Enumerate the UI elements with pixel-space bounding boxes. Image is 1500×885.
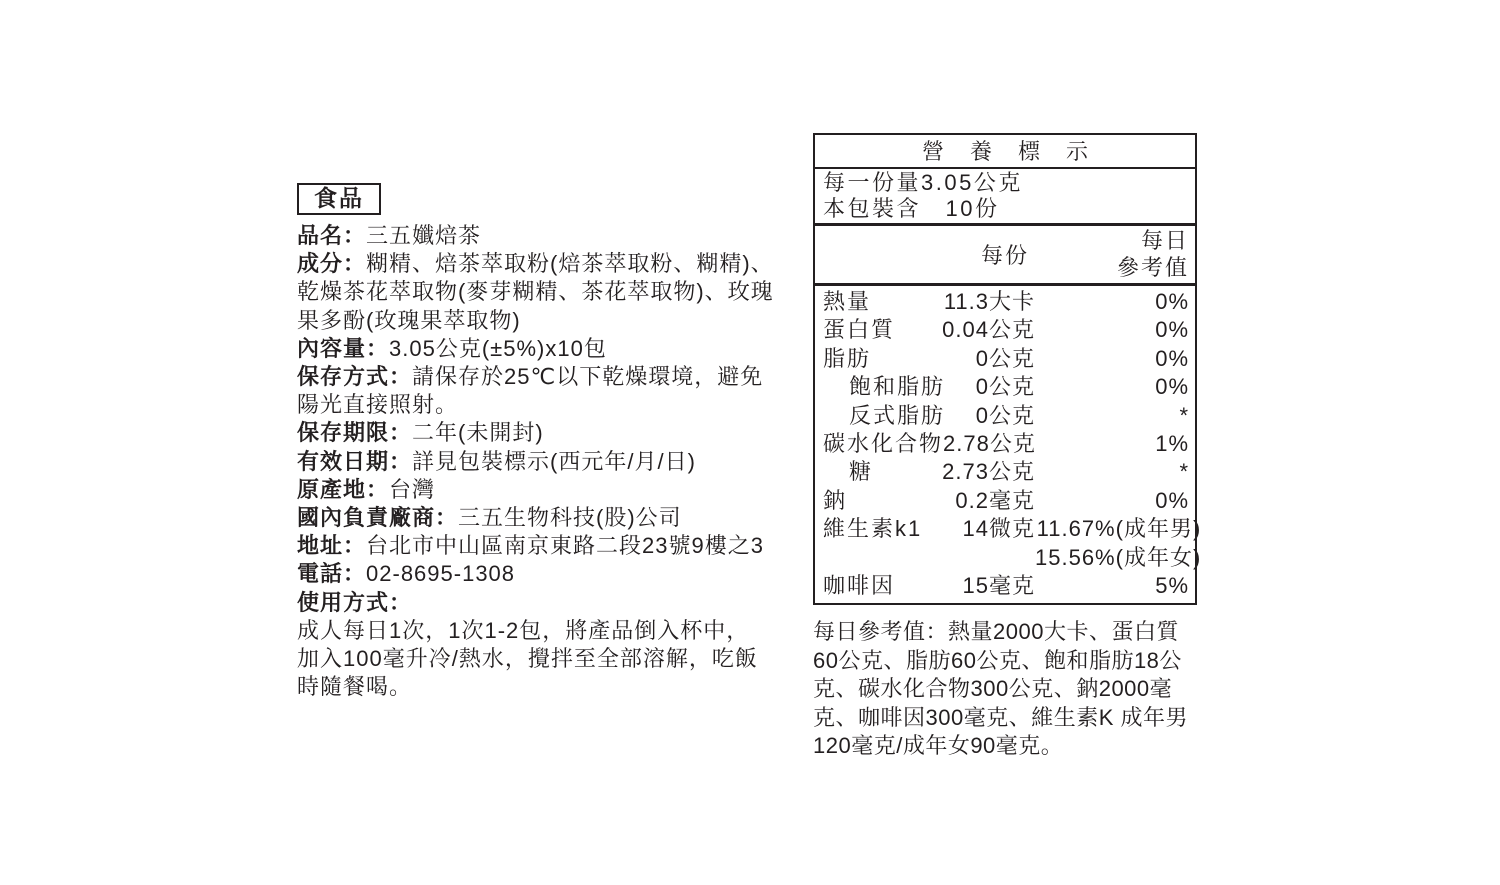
daily-value-footnote-line: 60公克、脂肪60公克、飽和脂肪18公 [813,647,1182,673]
food-type-badge [297,183,381,215]
daily-value-footnote-line: 每日參考值：熱量2000大卡、蛋白質 [813,619,1179,644]
nutrition-row [823,572,1189,600]
field-label: 保存方式： [297,364,413,390]
column-header-daily-value: 每日 參考值 [1116,228,1189,280]
product-info-line [297,448,802,476]
nutrition-row [823,402,1189,430]
field-value: 三五孅焙茶 [366,223,482,248]
nutrition-row [823,515,1202,572]
field-label: 品名： [297,223,367,248]
nutrition-row [823,373,1189,401]
product-info-line [297,335,802,363]
field-value: 詳見包裝標示(西元年/月/日) [412,448,696,474]
nutrient-daily-value: 5% [1155,573,1189,599]
serving-size-line: 每一份量3.05公克 [823,170,1023,195]
nutrient-amount: 11.3大卡 [943,289,1035,314]
nutrient-name: 反式脂肪 [849,402,946,428]
daily-value-footnote-line: 克、咖啡因300毫克、維生素K 成年男 [813,704,1188,730]
field-value: 台北市中山區南京東路二段23號9樓之3 [366,533,764,559]
nutrient-amount: 0公克 [975,402,1035,428]
nutrient-amount: 0.04公克 [942,317,1035,343]
product-info-line [297,307,802,335]
nutrient-name: 鈉 [823,487,848,513]
nutrient-daily-value: 0% [1155,289,1189,314]
field-value: 糊精、焙茶萃取粉(焙茶萃取粉、糊精)、 [366,251,774,277]
nutrient-amount: 15毫克 [962,573,1035,599]
field-value: 02-8695-1308 [366,561,516,587]
field-label: 電話： [297,561,367,587]
product-info-line [297,589,802,617]
nutrient-name: 飽和脂肪 [849,374,946,400]
nutrient-daily-value: 0% [1155,345,1189,371]
field-label: 使用方式： [297,589,413,615]
field-value: 乾燥茶花萃取物(麥芽糊精、茶花萃取物)、玫瑰 [297,279,774,305]
nutrient-daily-value: 1% [1155,431,1189,457]
field-label: 成分： [297,251,367,277]
product-info-line [297,617,802,645]
field-label: 有效日期： [297,448,413,474]
nutrient-amount: 0公克 [975,345,1035,371]
nutrition-table-title: 營養標示 [815,135,1195,169]
field-label: 內容量： [297,335,390,361]
field-label: 保存期限： [297,420,413,446]
nutrient-name: 維生素k1 [823,516,923,542]
nutrient-name: 熱量 [823,289,872,314]
nutrient-daily-value: 11.67%(成年男) 15.56%(成年女) [1035,516,1202,570]
nutrition-row [823,430,1189,458]
nutrition-rows [815,286,1202,603]
nutrient-daily-value: * [1179,459,1189,485]
field-value: 果多酚(玫瑰果萃取物) [297,307,521,333]
field-value: 成人每日1次，1次1-2包，將產品倒入杯中， [297,617,750,643]
product-info-line [297,645,802,673]
product-info-line [297,363,802,391]
serving-info [815,169,1195,226]
nutrition-column-headers [815,226,1195,286]
product-info-lines [297,222,802,701]
nutrient-name: 咖啡因 [823,573,896,599]
product-info-line [297,250,802,278]
product-info-line [297,532,802,560]
daily-value-footnote-line: 克、碳水化合物300公克、鈉2000毫 [813,676,1173,702]
product-info-line [297,476,802,504]
field-value: 請保存於25℃以下乾燥環境，避免 [412,364,764,390]
nutrient-name: 蛋白質 [823,317,896,343]
nutrient-daily-value: 0% [1155,487,1189,513]
column-header-per-serving: 每份 [980,243,1029,268]
daily-value-footnote-line: 120毫克/成年女90毫克。 [813,733,1064,759]
field-value: 3.05公克(±5%)x10包 [389,335,607,361]
nutrient-daily-value: 0% [1155,374,1189,400]
nutrient-amount: 2.78公克 [943,431,1036,457]
nutrient-daily-value: 0% [1155,317,1189,343]
nutrient-amount: 2.73公克 [942,459,1035,485]
nutrition-row [823,316,1189,344]
field-value: 二年(未開封) [412,420,544,446]
field-value: 加入100毫升冷/熱水，攪拌至全部溶解，吃飯 [297,646,758,672]
field-value: 陽光直接照射。 [297,392,459,418]
nutrition-row [823,288,1189,316]
nutrient-name: 脂肪 [823,345,872,371]
nutrient-name: 碳水化合物 [823,431,944,457]
product-info-line [297,278,802,306]
nutrition-row [823,345,1189,373]
field-label: 地址： [297,533,367,559]
field-value: 時隨餐喝。 [297,674,413,700]
nutrient-daily-value: * [1179,402,1189,428]
product-info-line [297,419,802,447]
product-info-line [297,504,802,532]
product-info-line [297,222,802,250]
product-info-line [297,673,802,701]
nutrient-amount: 14微克 [962,516,1035,542]
field-value: 三五生物科技(股)公司 [458,505,682,531]
daily-value-footnote [813,618,1223,761]
product-info-block [297,183,802,701]
nutrient-amount: 0.2毫克 [955,487,1035,513]
product-info-line [297,560,802,588]
nutrient-name: 糖 [849,459,874,485]
nutrient-amount: 0公克 [975,374,1035,400]
nutrition-row [823,458,1189,486]
product-info-line [297,391,802,419]
field-value: 台灣 [389,476,436,502]
servings-per-package-line: 本包裝含 10份 [823,195,1000,221]
nutrition-row [823,487,1189,515]
field-label: 國內負責廠商： [297,505,459,531]
food-type-badge-label: 食品 [314,185,364,211]
nutrition-table [813,133,1202,605]
field-label: 原產地： [297,476,390,502]
